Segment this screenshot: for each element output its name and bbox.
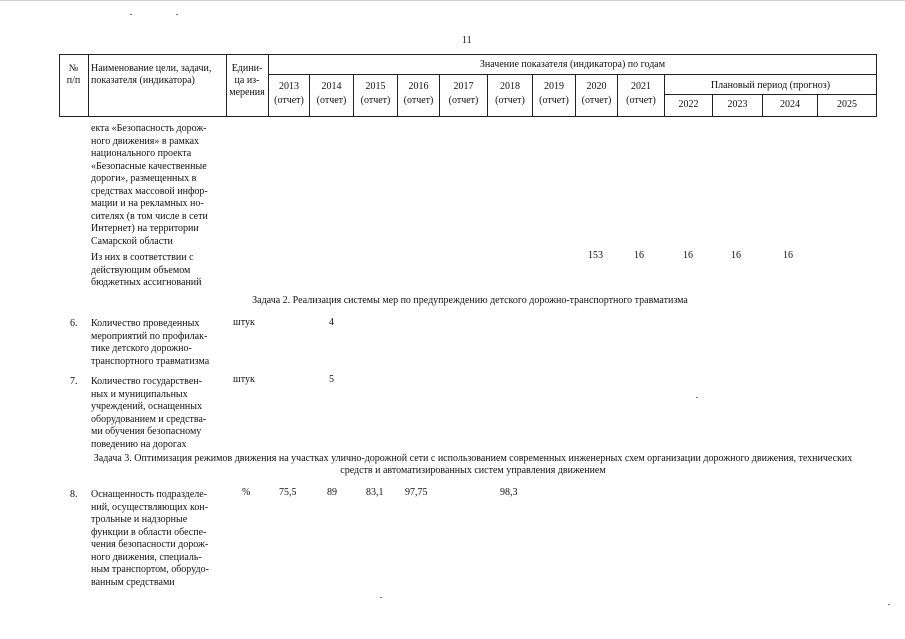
row-7-text: Количество государствен- ных и муниципальных учреждений, оснащенных оборудованием и средства- ми обучения безопасному поведению на дорогах (91, 376, 207, 450)
row-8-value-2015: 83,1 (366, 487, 384, 498)
header-year-note: (отчет) (448, 95, 479, 106)
page-number: 11 (462, 35, 472, 46)
header-year: 2016 (408, 81, 429, 92)
header-year: 2013 (279, 81, 299, 92)
row-7-unit: штук (233, 374, 255, 385)
header-year-note: (отчет) (403, 95, 434, 106)
header-name: Наименование цели, задачи, показателя (индикатора) (91, 63, 212, 86)
header-year-note: (отчет) (360, 95, 391, 106)
header-year-note: (отчет) (316, 95, 347, 106)
row-8-value-2018: 98,3 (500, 487, 518, 498)
header-group-title: Значение показателя (индикатора) по годам (479, 59, 666, 70)
row-8-number: 8. (70, 489, 78, 500)
header-plan-title: Плановый период (прогноз) (710, 80, 831, 91)
row-6-value-2013: 4 (329, 317, 334, 328)
row-6-number: 6. (70, 318, 78, 329)
header-plan-year: 2025 (837, 99, 857, 110)
header-year: 2020 (586, 81, 607, 92)
row-8-value-2013: 75,5 (279, 487, 297, 498)
header-plan-line (664, 94, 877, 95)
row-6-unit: штук (233, 317, 255, 328)
header-col-border (88, 54, 89, 117)
header-plan-year: 2024 (780, 99, 800, 110)
task-2-heading: Задача 2. Реализация системы мер по предупреждению детского дорожно-транспортного травматизма (252, 295, 688, 306)
header-year-note: (отчет) (539, 95, 569, 106)
subrow-text: Из них в соответствии с действующим объемом бюджетных ассигнований (91, 252, 202, 288)
header-year: 2017 (453, 81, 474, 92)
row-7-number: 7. (70, 376, 78, 387)
scan-speck (130, 14, 132, 15)
header-year: 2018 (500, 81, 520, 92)
subrow-value-2023: 16 (731, 250, 741, 261)
row-8-unit: % (242, 487, 251, 498)
scan-speck (696, 397, 698, 398)
row-continuation-text: екта «Безопасность дорож- ного движения» в рамках национального проекта «Безопасные качественные дороги», размещенных в средствах массовой инфор- мации и на рекламных но- сителях (в том числе в сети Интернет) на территории Самарской области (91, 123, 208, 247)
header-year: 2021 (631, 81, 651, 92)
header-year-note: (отчет) (626, 95, 656, 106)
header-group-line (268, 74, 877, 75)
header-year-note: (отчет) (274, 95, 304, 106)
header-year-note: (отчет) (495, 95, 525, 106)
header-year-note: (отчет) (581, 95, 612, 106)
header-unit: Едини- ца из- мерения (229, 63, 265, 98)
subrow-value-2021: 16 (634, 250, 644, 261)
subrow-value-2024: 16 (783, 250, 793, 261)
row-8-value-2014: 89 (327, 487, 337, 498)
scan-speck (888, 604, 890, 605)
task-3-heading: Задача 3. Оптимизация режимов движения на участках улично-дорожной сети с использованием современных инженерных схем организации дорожного движения, технических средств и автоматизированных систем управления движением (93, 453, 853, 476)
header-plan-year: 2023 (727, 99, 748, 110)
subrow-value-2020: 153 (588, 250, 603, 261)
scan-edge (0, 0, 905, 1)
row-7-value-2013: 5 (329, 374, 334, 385)
header-top-border (59, 54, 877, 55)
header-year: 2015 (365, 81, 386, 92)
subrow-value-2022: 16 (683, 250, 693, 261)
scan-speck (176, 14, 178, 15)
header-year: 2014 (321, 81, 342, 92)
row-8-text: Оснащенность подразделе- ний, осуществляющих кон- трольные и надзорные функции в области обеспе- чения безопасности дорож- ного движения, специаль- ным транспортом, оборудо- ванным средствами (91, 489, 209, 588)
scan-speck (380, 597, 382, 598)
row-6-text: Количество проведенных мероприятий по профилак- тике детского дорожно- транспортного травматизма (91, 318, 210, 367)
header-plan-year: 2022 (678, 99, 699, 110)
header-year: 2019 (544, 81, 564, 92)
header-bottom-border (59, 116, 877, 117)
header-num: № п/п (66, 63, 81, 86)
row-8-value-2016: 97,75 (405, 487, 428, 498)
